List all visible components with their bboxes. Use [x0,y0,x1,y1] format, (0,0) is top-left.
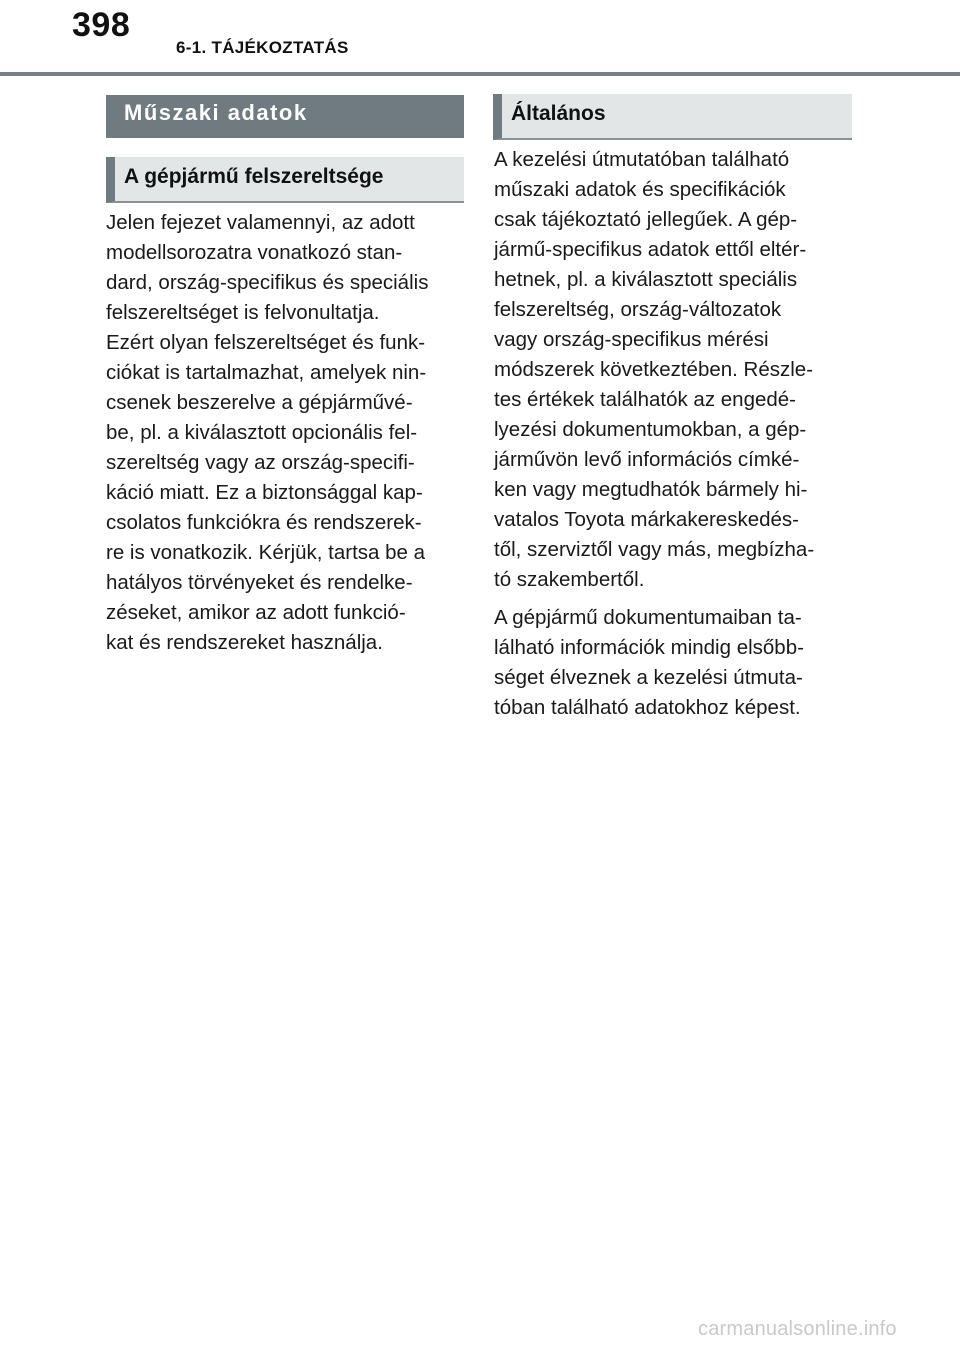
text-line: felszereltség, ország-változatok [494,298,782,321]
text-line: modellsorozatra vonatkozó stan- [106,241,403,264]
text-line: hetnek, pl. a kiválasztott speciális [494,268,798,291]
main-heading: Műszaki adatok [106,95,464,138]
text-line: lyezési dokumentumokban, a gép- [494,418,807,441]
text-line: csak tájékoztató jellegűek. A gép- [494,208,798,231]
text-line: kat és rendszereket használja. [106,631,383,654]
text-line: zéseket, amikor az adott funkció- [106,601,406,624]
text-line: járművön levő információs címké- [494,448,800,471]
text-line: káció miatt. Ez a biztonsággal kap- [106,481,423,504]
text-line: tes értékek találhatók az engedé- [494,388,796,411]
text-line: vagy ország-specifikus mérési [494,328,769,351]
text-line: hatályos törvényeket és rendelke- [106,571,413,594]
left-paragraph [106,208,464,658]
header-rule [0,72,960,76]
text-line: módszerek következtében. Részle- [494,358,814,381]
right-subheading: Általános [493,94,852,140]
text-line: tó szakembertől. [494,568,645,591]
text-line: felszereltséget is felvonultatja. [106,301,380,324]
left-subheading: A gépjármű felszereltsége [106,157,464,203]
text-line: jármű-specifikus adatok ettől eltér- [494,238,807,261]
right-paragraph-2 [494,603,852,723]
watermark: carmanualsonline.info [698,1318,897,1340]
text-line: vatalos Toyota márkakereskedés- [494,508,799,531]
text-line: Ezért olyan felszereltséget és funk- [106,331,426,354]
text-line: től, szerviztől vagy más, megbízha- [494,538,815,561]
text-line: séget élveznek a kezelési útmuta- [494,666,803,689]
page-number: 398 [72,6,131,44]
text-line: szereltség vagy az ország-specifi- [106,451,415,474]
text-line: be, pl. a kiválasztott opcionális fel- [106,421,418,444]
text-line: tóban található adatokhoz képest. [494,696,801,719]
text-line: ken vagy megtudhatók bármely hi- [494,478,808,501]
text-line: re is vonatkozik. Kérjük, tartsa be a [106,541,426,564]
text-line: ciókat is tartalmazhat, amelyek nin- [106,361,427,384]
text-line: csolatos funkciókra és rendszerek- [106,511,422,534]
text-line: Jelen fejezet valamennyi, az adott [106,211,415,234]
text-line: csenek beszerelve a gépjárművé- [106,391,413,414]
text-line: dard, ország-specifikus és speciális [106,271,429,294]
text-line: A kezelési útmutatóban található [494,148,790,171]
right-paragraph-1 [494,145,852,595]
text-line: A gépjármű dokumentumaiban ta- [494,606,802,629]
text-line: műszaki adatok és specifikációk [494,178,786,201]
text-line: lálható információk mindig elsőbb- [494,636,804,659]
section-label: 6-1. TÁJÉKOZTATÁS [176,38,349,57]
